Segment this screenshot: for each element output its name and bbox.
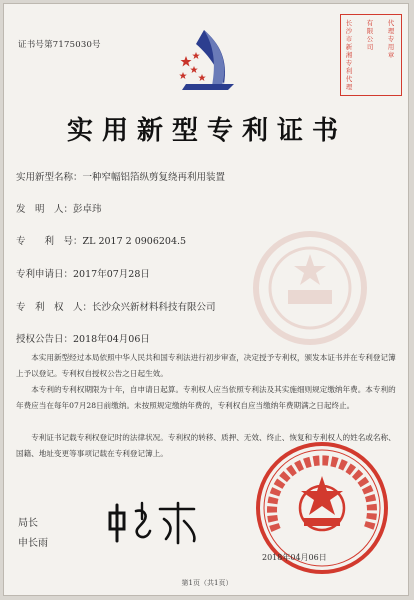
field-value: 长沙众兴新材料科技有限公司 [92,302,216,313]
field-value: 2017年07月28日 [73,269,150,280]
field-value: 彭卓玮 [73,204,102,215]
field-label: 实用新型名称： [16,172,83,183]
agency-stamp-line: 长沙市新湘专利代理 [345,19,353,91]
field-label: 专利申请日： [16,269,74,280]
signatory-name: 申长雨 [18,538,48,549]
field-patent-number [16,233,186,247]
field-label: 授权公告日： [16,334,74,345]
patent-office-emblem-icon [174,26,244,96]
certificate-title: 实用新型专利证书 [66,116,347,146]
field-application-date [16,266,150,280]
field-value: 一种窄幅铝箔纵剪复绕再利用装置 [82,172,226,183]
body-paragraph: 本专利的专利权期限为十年，自申请日起算。专利权人应当依照专利法及其实施细则规定缴纳年费。本专利的年费应当在每年07月28日前缴纳。未按照规定缴纳年费的，专利权自应当缴纳年费期满之日起终止。 [16,385,396,410]
certificate-number: 证书号第7175030号 [18,40,101,50]
field-label: 发 明 人： [16,204,74,215]
field-grant-date [16,331,150,345]
body-paragraph: 专利证书记载专利权登记时的法律状况。专利权的转移、质押、无效、终止、恢复和专利权人的姓名或名称、国籍、地址变更等事项记载在专利登记簿上。 [16,433,396,458]
field-invention-name [16,169,225,183]
field-patentee [16,299,216,313]
patent-certificate [3,3,409,596]
field-inventor [16,201,102,215]
field-label: 专 利 号： [16,236,83,247]
agency-stamp-line: 有限公司 [366,19,374,51]
field-value: 2018年04月06日 [73,334,150,345]
handwritten-signature [104,499,204,549]
page-footer: 第1页（共1页） [181,579,233,587]
seal-date: 2018年04月06日 [262,553,327,562]
agency-stamp-line: 代理专用章 [387,19,395,59]
signatory-title: 局长 [18,518,38,529]
national-emblem-watermark [250,228,370,348]
agency-stamp [340,14,402,96]
body-paragraph: 本实用新型经过本局依照中华人民共和国专利法进行初步审查，决定授予专利权，颁发本证书并在专利登记簿上予以登记。专利权自授权公告之日起生效。 [16,353,396,378]
field-label: 专 利 权 人： [16,302,93,313]
field-value: ZL 2017 2 0906204.5 [82,236,187,247]
